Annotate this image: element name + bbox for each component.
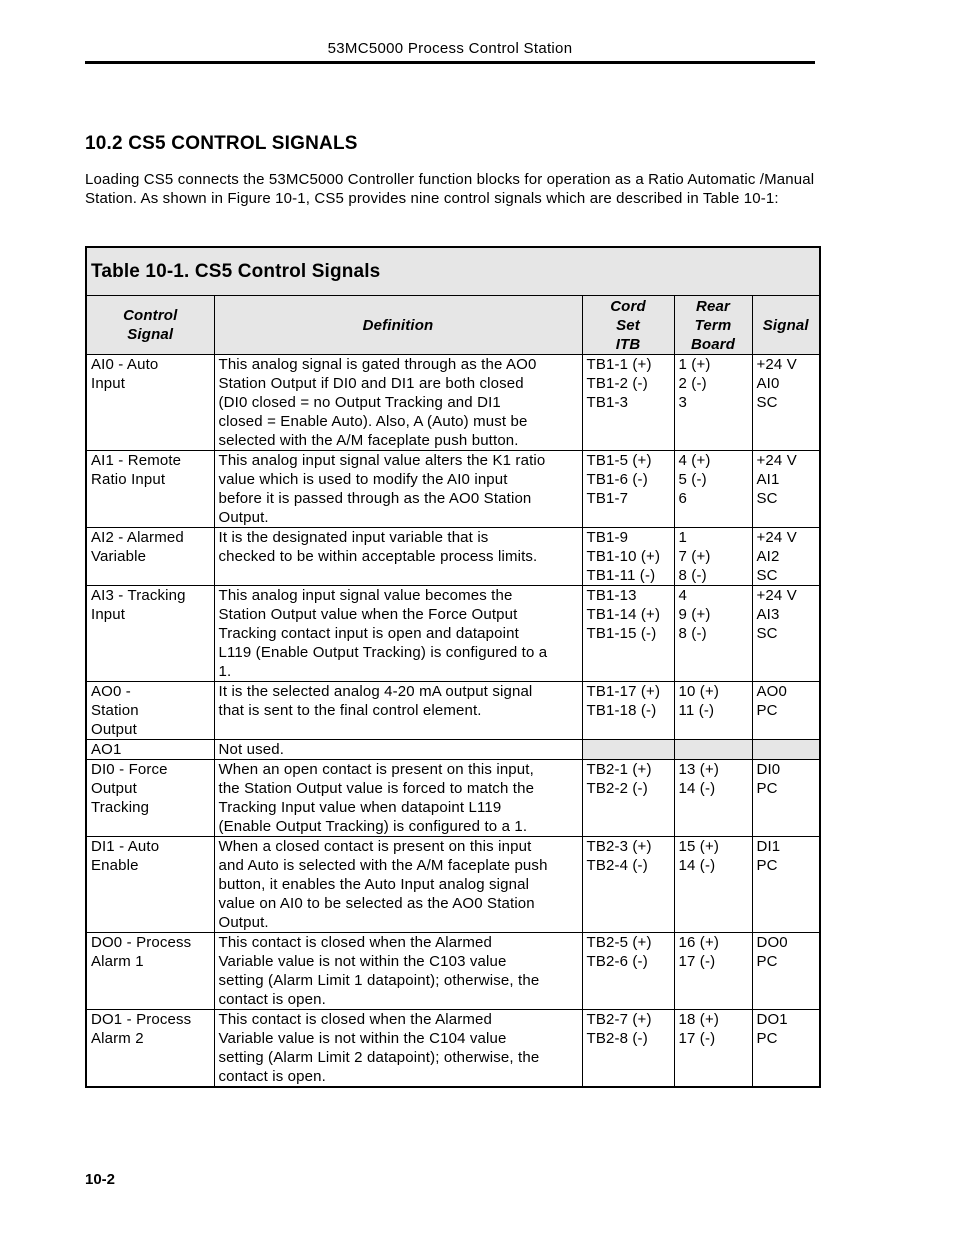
definition-cell — [214, 933, 582, 1010]
cell-line: value which is used to modify the AI0 input — [218, 471, 508, 488]
signal-cell — [752, 1010, 820, 1088]
cell-line: AI0 - Auto — [91, 356, 159, 373]
table-caption: Table 10-1. CS5 Control Signals — [86, 247, 820, 296]
column-header-line: Set — [616, 316, 640, 334]
control-signal-cell — [86, 760, 214, 837]
cell-line: contact is open. — [218, 991, 326, 1008]
control-signal-cell — [86, 740, 214, 760]
cell-line: 13 (+) — [678, 761, 720, 778]
column-header-row — [86, 296, 820, 355]
cell-line: +24 V — [756, 356, 797, 373]
cell-line: L119 (Enable Output Tracking) is configured to a — [218, 644, 548, 661]
cell-line: 8 (-) — [678, 625, 707, 642]
cell-line: DO0 - Process — [91, 934, 192, 951]
table-row — [86, 528, 820, 586]
cell-line: 8 (-) — [678, 567, 707, 584]
cell-line: Input — [91, 606, 126, 623]
definition-cell — [214, 760, 582, 837]
cell-line: TB1-14 (+) — [586, 606, 661, 623]
cell-line: Station Output if DI0 and DI1 are both closed — [218, 375, 524, 392]
signal-cell — [752, 837, 820, 933]
cell-line: Output. — [218, 509, 269, 526]
cell-line: before it is passed through as the AO0 Station — [218, 490, 532, 507]
cell-line: (Enable Output Tracking) is configured to a 1. — [218, 818, 528, 835]
rear-term-board-cell — [674, 760, 752, 837]
cell-line: +24 V — [756, 587, 797, 604]
signal-cell — [752, 586, 820, 682]
control-signal-cell — [86, 933, 214, 1010]
cell-line: TB2-4 (-) — [586, 857, 648, 874]
cell-line: closed = Enable Auto). Also, A (Auto) must be — [218, 413, 528, 430]
cell-line: 1. — [218, 663, 232, 680]
cell-line: 5 (-) — [678, 471, 707, 488]
control-signal-cell — [86, 1010, 214, 1088]
column-header-line: ITB — [615, 335, 641, 353]
cord-set-itb-cell — [582, 528, 674, 586]
cell-line: TB1-15 (-) — [586, 625, 657, 642]
cell-line: AO0 - — [91, 683, 131, 700]
column-header-cord-set-itb — [582, 296, 674, 355]
cell-line: +24 V — [756, 529, 797, 546]
cell-line: AI2 — [756, 548, 780, 565]
cell-line: PC — [756, 702, 778, 719]
signal-cell — [752, 451, 820, 528]
cell-line: TB2-6 (-) — [586, 953, 648, 970]
column-header-rear-term-board — [674, 296, 752, 355]
cell-line: DO1 - Process — [91, 1011, 192, 1028]
cell-line: SC — [756, 567, 778, 584]
cell-line: Output — [91, 780, 137, 797]
cell-line: Output — [91, 721, 137, 738]
column-header-line: Board — [690, 335, 736, 353]
cord-set-itb-cell — [582, 933, 674, 1010]
header-rule — [85, 61, 815, 64]
table-caption-row — [86, 247, 820, 296]
cell-line: TB2-5 (+) — [586, 934, 652, 951]
table-row — [86, 355, 820, 451]
cell-line: value on AI0 to be selected as the AO0 Station — [218, 895, 535, 912]
cell-line: AO0 — [756, 683, 787, 700]
cell-line: AI3 — [756, 606, 780, 623]
signal-cell — [752, 740, 820, 760]
cell-line: Variable value is not within the C104 value — [218, 1030, 507, 1047]
cell-line: This analog input signal value alters the K1 ratio — [218, 452, 546, 469]
cell-line: TB1-7 — [586, 490, 629, 507]
cell-line: 14 (-) — [678, 857, 716, 874]
cell-line: Station — [91, 702, 139, 719]
control-signals-table — [85, 246, 821, 1088]
cell-line: SC — [756, 625, 778, 642]
rear-term-board-cell — [674, 682, 752, 740]
running-header: 53MC5000 Process Control Station — [327, 40, 573, 57]
intro-paragraph: Loading CS5 connects the 53MC5000 Controller function blocks for operation as a Ratio Automatic /Manual Station. As shown in Figure 10-1, CS5 provides nine control signals which are described in Table 10-1: — [85, 171, 815, 207]
cell-line: setting (Alarm Limit 2 datapoint); otherwise, the — [218, 1049, 540, 1066]
column-header-line: Signal — [762, 316, 809, 334]
cell-line: Tracking — [91, 799, 150, 816]
cell-line: (DI0 closed = no Output Tracking and DI1 — [218, 394, 501, 411]
rear-term-board-cell — [674, 451, 752, 528]
cell-line: Output. — [218, 914, 269, 931]
control-signal-cell — [86, 837, 214, 933]
cell-line: Alarm 2 — [91, 1030, 144, 1047]
table-row — [86, 837, 820, 933]
cell-line: Enable — [91, 857, 139, 874]
control-signal-cell — [86, 586, 214, 682]
column-header-line: Term — [694, 316, 732, 334]
cell-line: 17 (-) — [678, 1030, 716, 1047]
cell-line: PC — [756, 953, 778, 970]
signal-cell — [752, 528, 820, 586]
cell-line: PC — [756, 857, 778, 874]
cell-line: 16 (+) — [678, 934, 720, 951]
rear-term-board-cell — [674, 355, 752, 451]
page-number: 10-2 — [85, 1171, 116, 1188]
cell-line: setting (Alarm Limit 1 datapoint); otherwise, the — [218, 972, 540, 989]
cell-line: AI2 - Alarmed — [91, 529, 184, 546]
cell-line: AI0 — [756, 375, 780, 392]
definition-cell — [214, 682, 582, 740]
signal-cell — [752, 933, 820, 1010]
cell-line: TB1-13 — [586, 587, 637, 604]
cell-line: TB2-2 (-) — [586, 780, 648, 797]
cell-line: 15 (+) — [678, 838, 720, 855]
cell-line: contact is open. — [218, 1068, 326, 1085]
cell-line: AO1 — [91, 741, 122, 758]
definition-cell — [214, 586, 582, 682]
cord-set-itb-cell — [582, 586, 674, 682]
cell-line: It is the designated input variable that is — [218, 529, 489, 546]
cell-line: 1 (+) — [678, 356, 711, 373]
table-row — [86, 1010, 820, 1088]
column-header-signal — [752, 296, 820, 355]
signal-cell — [752, 682, 820, 740]
cell-line: 18 (+) — [678, 1011, 720, 1028]
cell-line: Ratio Input — [91, 471, 166, 488]
cell-line: DI0 — [756, 761, 781, 778]
definition-cell — [214, 837, 582, 933]
cell-line: DO0 — [756, 934, 788, 951]
cell-line: This contact is closed when the Alarmed — [218, 934, 492, 951]
table-row — [86, 760, 820, 837]
cell-line: This analog signal is gated through as the AO0 — [218, 356, 537, 373]
table-row — [86, 933, 820, 1010]
cell-line: Variable — [91, 548, 147, 565]
rear-term-board-cell — [674, 1010, 752, 1088]
cell-line: TB2-7 (+) — [586, 1011, 652, 1028]
cell-line: Station Output value when the Force Output — [218, 606, 518, 623]
cell-line: 4 (+) — [678, 452, 711, 469]
cell-line: DI1 - Auto — [91, 838, 160, 855]
cell-line: 9 (+) — [678, 606, 711, 623]
cell-line: TB2-3 (+) — [586, 838, 652, 855]
cord-set-itb-cell — [582, 451, 674, 528]
cell-line: TB2-8 (-) — [586, 1030, 648, 1047]
cell-line: TB1-18 (-) — [586, 702, 657, 719]
cell-line: 3 — [678, 394, 687, 411]
cell-line: 6 — [678, 490, 687, 507]
cell-line: 11 (-) — [678, 702, 715, 719]
table-row — [86, 682, 820, 740]
cell-line: Variable value is not within the C103 value — [218, 953, 507, 970]
cell-line: TB1-2 (-) — [586, 375, 648, 392]
cord-set-itb-cell — [582, 760, 674, 837]
control-signal-cell — [86, 451, 214, 528]
control-signal-cell — [86, 682, 214, 740]
cell-line: DI1 — [756, 838, 781, 855]
cell-line: Tracking contact input is open and datapoint — [218, 625, 519, 642]
section-title: 10.2 CS5 CONTROL SIGNALS — [85, 133, 358, 154]
cell-line: TB2-1 (+) — [586, 761, 652, 778]
table-row — [86, 451, 820, 528]
cell-line: 7 (+) — [678, 548, 711, 565]
table-row — [86, 586, 820, 682]
table-row — [86, 740, 820, 760]
definition-cell — [214, 451, 582, 528]
column-header-control-signal — [86, 296, 214, 355]
cell-line: 4 — [678, 587, 687, 604]
cell-line: DO1 — [756, 1011, 788, 1028]
signal-cell — [752, 760, 820, 837]
column-header-line: Signal — [127, 326, 174, 343]
cell-line: TB1-11 (-) — [586, 567, 656, 584]
control-signal-cell — [86, 355, 214, 451]
column-header-definition — [214, 296, 582, 355]
cell-line: TB1-1 (+) — [586, 356, 652, 373]
cord-set-itb-cell — [582, 740, 674, 760]
definition-cell — [214, 528, 582, 586]
column-header-line: Cord — [610, 297, 646, 315]
cell-line: This analog input signal value becomes the — [218, 587, 513, 604]
cell-line: and Auto is selected with the A/M faceplate push — [218, 857, 548, 874]
cell-line: PC — [756, 780, 778, 797]
cell-line: Input — [91, 375, 126, 392]
cell-line: that is sent to the final control element. — [218, 702, 482, 719]
cell-line: 14 (-) — [678, 780, 716, 797]
cell-line: AI1 — [756, 471, 780, 488]
rear-term-board-cell — [674, 740, 752, 760]
cell-line: When an open contact is present on this input, — [218, 761, 534, 778]
cell-line: Tracking Input value when datapoint L119 — [218, 799, 502, 816]
cell-line: DI0 - Force — [91, 761, 168, 778]
cord-set-itb-cell — [582, 355, 674, 451]
cell-line: button, it enables the Auto Input analog signal — [218, 876, 530, 893]
control-signal-cell — [86, 528, 214, 586]
cell-line: SC — [756, 394, 778, 411]
rear-term-board-cell — [674, 528, 752, 586]
column-header-line: Rear — [696, 297, 730, 315]
cell-line: SC — [756, 490, 778, 507]
cell-line: Not used. — [218, 741, 285, 758]
cell-line: TB1-9 — [586, 529, 629, 546]
cell-line: TB1-17 (+) — [586, 683, 661, 700]
cell-line: TB1-6 (-) — [586, 471, 648, 488]
cell-line: selected with the A/M faceplate push button. — [218, 432, 519, 449]
cell-line: checked to be within acceptable process limits. — [218, 548, 538, 565]
cord-set-itb-cell — [582, 837, 674, 933]
cell-line: AI1 - Remote — [91, 452, 182, 469]
cell-line: 2 (-) — [678, 375, 707, 392]
column-header-line: Definition — [362, 316, 434, 334]
cell-line: Alarm 1 — [91, 953, 144, 970]
cell-line: 10 (+) — [678, 683, 720, 700]
column-header-line: Control — [123, 307, 178, 324]
definition-cell — [214, 1010, 582, 1088]
cell-line: PC — [756, 1030, 778, 1047]
cell-line: TB1-5 (+) — [586, 452, 652, 469]
cord-set-itb-cell — [582, 682, 674, 740]
cell-line: +24 V — [756, 452, 797, 469]
cord-set-itb-cell — [582, 1010, 674, 1088]
definition-cell — [214, 355, 582, 451]
cell-line: TB1-10 (+) — [586, 548, 661, 565]
cell-line: AI3 - Tracking — [91, 587, 186, 604]
definition-cell — [214, 740, 582, 760]
cell-line: 1 — [678, 529, 687, 546]
signal-cell — [752, 355, 820, 451]
rear-term-board-cell — [674, 837, 752, 933]
cell-line: 17 (-) — [678, 953, 716, 970]
cell-line: It is the selected analog 4-20 mA output signal — [218, 683, 533, 700]
cell-line: the Station Output value is forced to match the — [218, 780, 535, 797]
cell-line: When a closed contact is present on this input — [218, 838, 532, 855]
cell-line: This contact is closed when the Alarmed — [218, 1011, 492, 1028]
rear-term-board-cell — [674, 933, 752, 1010]
rear-term-board-cell — [674, 586, 752, 682]
cell-line: TB1-3 — [586, 394, 629, 411]
